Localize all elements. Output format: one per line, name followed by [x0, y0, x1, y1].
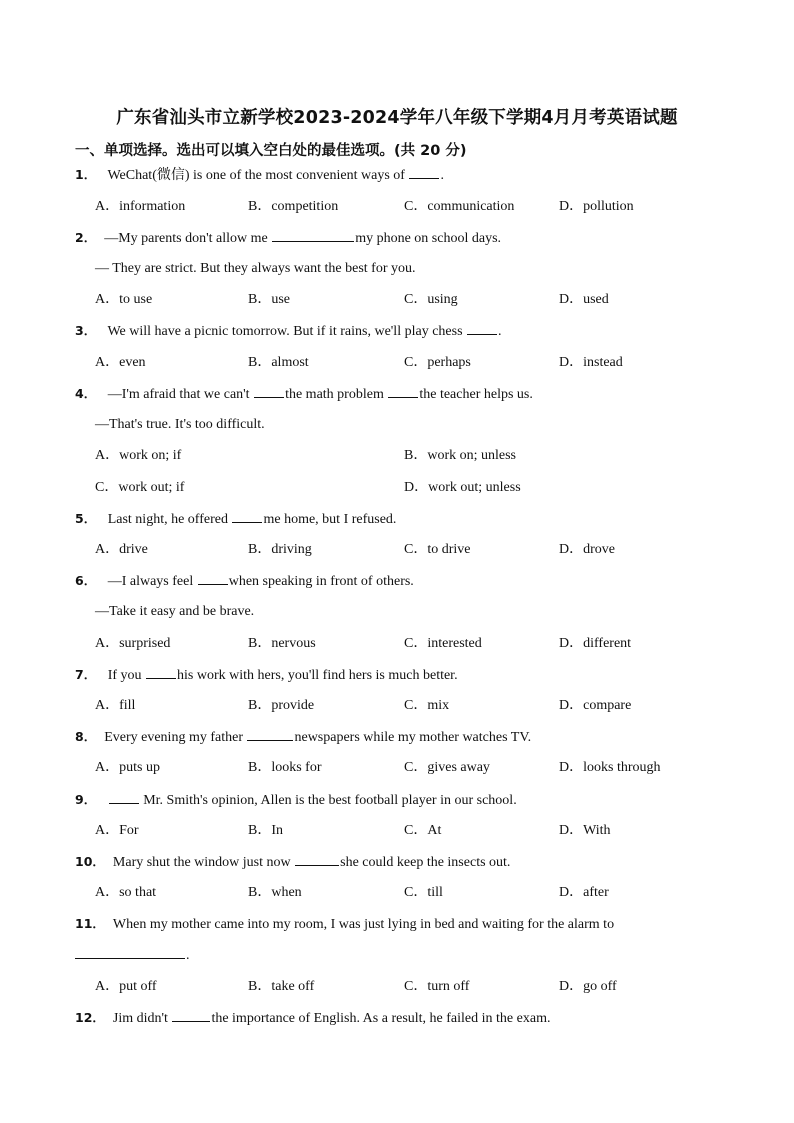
question-stem-end: newspapers while my mother watches TV.: [294, 730, 532, 745]
question-stem: If you: [107, 668, 142, 683]
question-stem-end: the teacher helps us.: [419, 387, 533, 402]
answer-blank: [467, 322, 497, 335]
question-number: 8．: [75, 729, 97, 744]
answer-blank: [272, 229, 354, 242]
dialog-line: — They are strict. But they always want the best for you.: [95, 261, 416, 276]
option-c: C．turn off: [404, 979, 470, 994]
option-d: D．instead: [559, 355, 623, 370]
dialog-line: —Take it easy and be brave.: [95, 604, 255, 619]
answer-blank: [247, 728, 293, 741]
option-b: B．driving: [248, 542, 312, 557]
question-stem: When my mother came into my room, I was just lying in bed and waiting for the alarm to: [112, 917, 615, 932]
question-number: 6．: [75, 573, 97, 588]
question-stem: Last night, he offered: [107, 512, 228, 527]
question-stem-end: .: [498, 324, 502, 339]
option-a: A．For: [95, 823, 139, 838]
option-b: B．when: [248, 885, 302, 900]
option-d: D．With: [559, 823, 611, 838]
option-c: C．interested: [404, 636, 482, 651]
option-a: A．work on; if: [95, 448, 182, 463]
option-d: D．used: [559, 292, 609, 307]
question-stem-end: .: [186, 948, 190, 963]
answer-blank: [146, 666, 176, 679]
option-b: B．In: [248, 823, 283, 838]
question-8: [75, 728, 531, 747]
option-d: D．work out; unless: [404, 480, 521, 495]
question-stem: —I'm afraid that we can't: [107, 387, 250, 402]
option-b: B．work on; unless: [404, 448, 516, 463]
dialog-line: —That's true. It's too difficult.: [95, 417, 265, 432]
question-11-continued: [75, 946, 190, 965]
question-3: [75, 322, 502, 341]
answer-blank: [388, 385, 418, 398]
option-a: A．drive: [95, 542, 148, 557]
option-d: D．looks through: [559, 760, 661, 775]
option-a: A．puts up: [95, 760, 160, 775]
answer-blank: [254, 385, 284, 398]
question-number: 12．: [75, 1010, 105, 1025]
question-stem-mid: the math problem: [285, 387, 384, 402]
page-title: 广东省汕头市立新学校2023-2024学年八年级下学期4月月考英语试题: [116, 108, 678, 128]
option-b: B．take off: [248, 979, 315, 994]
option-c: C．communication: [404, 199, 515, 214]
option-a: A．information: [95, 199, 186, 214]
question-stem: WeChat(微信) is one of the most convenient ways of: [107, 168, 405, 183]
question-number: 5．: [75, 511, 97, 526]
question-number: 2．: [75, 230, 97, 245]
question-number: 4．: [75, 386, 97, 401]
option-c: C．gives away: [404, 760, 490, 775]
option-d: D．go off: [559, 979, 617, 994]
option-b: B．looks for: [248, 760, 322, 775]
question-9: [75, 791, 517, 810]
option-d: D．after: [559, 885, 609, 900]
question-12: [75, 1009, 550, 1028]
question-stem-end: she could keep the insects out.: [340, 855, 511, 870]
option-c: C．mix: [404, 698, 450, 713]
question-number: 9．: [75, 792, 97, 807]
question-number: 7．: [75, 667, 97, 682]
option-a: A．fill: [95, 698, 136, 713]
question-stem: We will have a picnic tomorrow. But if it rains, we'll play chess: [107, 324, 463, 339]
answer-blank: [172, 1009, 210, 1022]
question-stem-end: Mr. Smith's opinion, Allen is the best football player in our school.: [143, 793, 517, 808]
question-6: [75, 572, 414, 591]
option-b: B．nervous: [248, 636, 316, 651]
question-stem-end: my phone on school days.: [355, 231, 502, 246]
question-number: 3．: [75, 323, 97, 338]
question-stem: —I always feel: [107, 574, 194, 589]
option-b: B．almost: [248, 355, 309, 370]
option-d: D．pollution: [559, 199, 634, 214]
option-b: B．competition: [248, 199, 339, 214]
answer-blank: [75, 946, 185, 959]
question-stem-end: me home, but I refused.: [263, 512, 397, 527]
option-c: C．perhaps: [404, 355, 471, 370]
question-10: [75, 853, 510, 872]
question-1: [75, 166, 444, 185]
question-stem: Jim didn't: [112, 1011, 168, 1026]
answer-blank: [409, 166, 439, 179]
question-number: 1．: [75, 167, 97, 182]
answer-blank: [198, 572, 228, 585]
question-stem-end: his work with hers, you'll find hers is much better.: [177, 668, 458, 683]
option-d: D．compare: [559, 698, 632, 713]
option-a: A．to use: [95, 292, 153, 307]
option-c: C．At: [404, 823, 442, 838]
section-heading: 一、单项选择。选出可以填入空白处的最佳选项。(共 20 分): [75, 143, 467, 159]
option-d: D．different: [559, 636, 632, 651]
question-stem-end: .: [440, 168, 444, 183]
question-11: [75, 915, 614, 934]
question-stem: —My parents don't allow me: [104, 231, 268, 246]
question-stem-end: when speaking in front of others.: [228, 574, 414, 589]
option-b: B．use: [248, 292, 290, 307]
option-c: C．using: [404, 292, 458, 307]
answer-blank: [232, 510, 262, 523]
option-a: A．so that: [95, 885, 157, 900]
option-a: A．even: [95, 355, 146, 370]
option-a: A．put off: [95, 979, 157, 994]
option-c: C．work out; if: [95, 480, 185, 495]
question-5: [75, 510, 396, 529]
answer-blank: [109, 791, 139, 804]
option-c: C．to drive: [404, 542, 471, 557]
option-b: B．provide: [248, 698, 315, 713]
question-stem-end: the importance of English. As a result, he failed in the exam.: [211, 1011, 551, 1026]
question-4: [75, 385, 533, 404]
question-number: 11．: [75, 916, 105, 931]
option-a: A．surprised: [95, 636, 171, 651]
question-7: [75, 666, 458, 685]
question-stem: Mary shut the window just now: [112, 855, 291, 870]
question-number: 10．: [75, 854, 105, 869]
option-c: C．till: [404, 885, 443, 900]
question-2: [75, 229, 501, 248]
option-d: D．drove: [559, 542, 615, 557]
answer-blank: [295, 853, 339, 866]
question-stem: Every evening my father: [104, 730, 243, 745]
